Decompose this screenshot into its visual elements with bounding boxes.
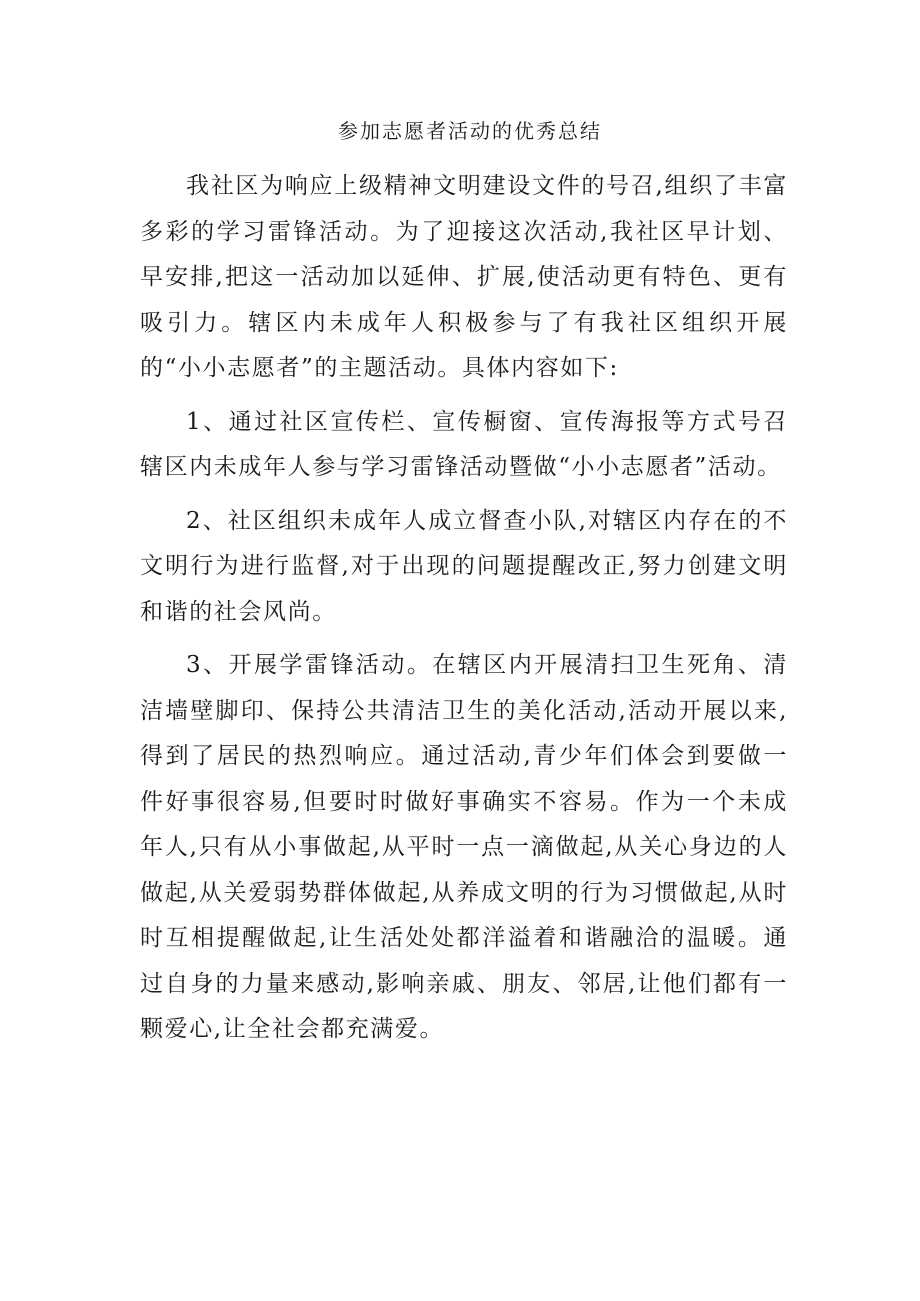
paragraph-item-3: 3、开展学雷锋活动。在辖区内开展清扫卫生死角、清洁墙壁脚印、保持公共清洁卫生的美化活动,活动开展以来,得到了居民的热烈响应。通过活动,青少年们体会到要做一件好事很容易,但要时时做好事确实不容易。作为一个未成年人,只有从小事做起,从平时一点一滴做起,从关心身边的人做起,从关爱弱势群体做起,从养成文明的行为习惯做起,从时时互相提醒做起,让生活处处都洋溢着和谐融洽的温暖。通过自身的力量来感动,影响亲戚、朋友、邻居,让他们都有一颗爱心,让全社会都充满爱。 [140, 652, 788, 1042]
document-title: 参加志愿者活动的优秀总结 [338, 119, 602, 143]
document-body [140, 112, 788, 1061]
paragraph-intro: 我社区为响应上级精神文明建设文件的号召,组织了丰富多彩的学习雷锋活动。为了迎接这次活动,我社区早计划、早安排,把这一活动加以延伸、扩展,使活动更有特色、更有吸引力。辖区内未成年人积极参与了有我社区组织开展的“小小志愿者”的主题活动。具体内容如下: [140, 173, 788, 381]
paragraph-item-2: 2、社区组织未成年人成立督查小队,对辖区内存在的不文明行为进行监督,对于出现的问题提醒改正,努力创建文明和谐的社会风尚。 [140, 507, 788, 625]
paragraph-item-1: 1、通过社区宣传栏、宣传橱窗、宣传海报等方式号召辖区内未成年人参与学习雷锋活动暨做“小小志愿者”活动。 [140, 408, 788, 480]
